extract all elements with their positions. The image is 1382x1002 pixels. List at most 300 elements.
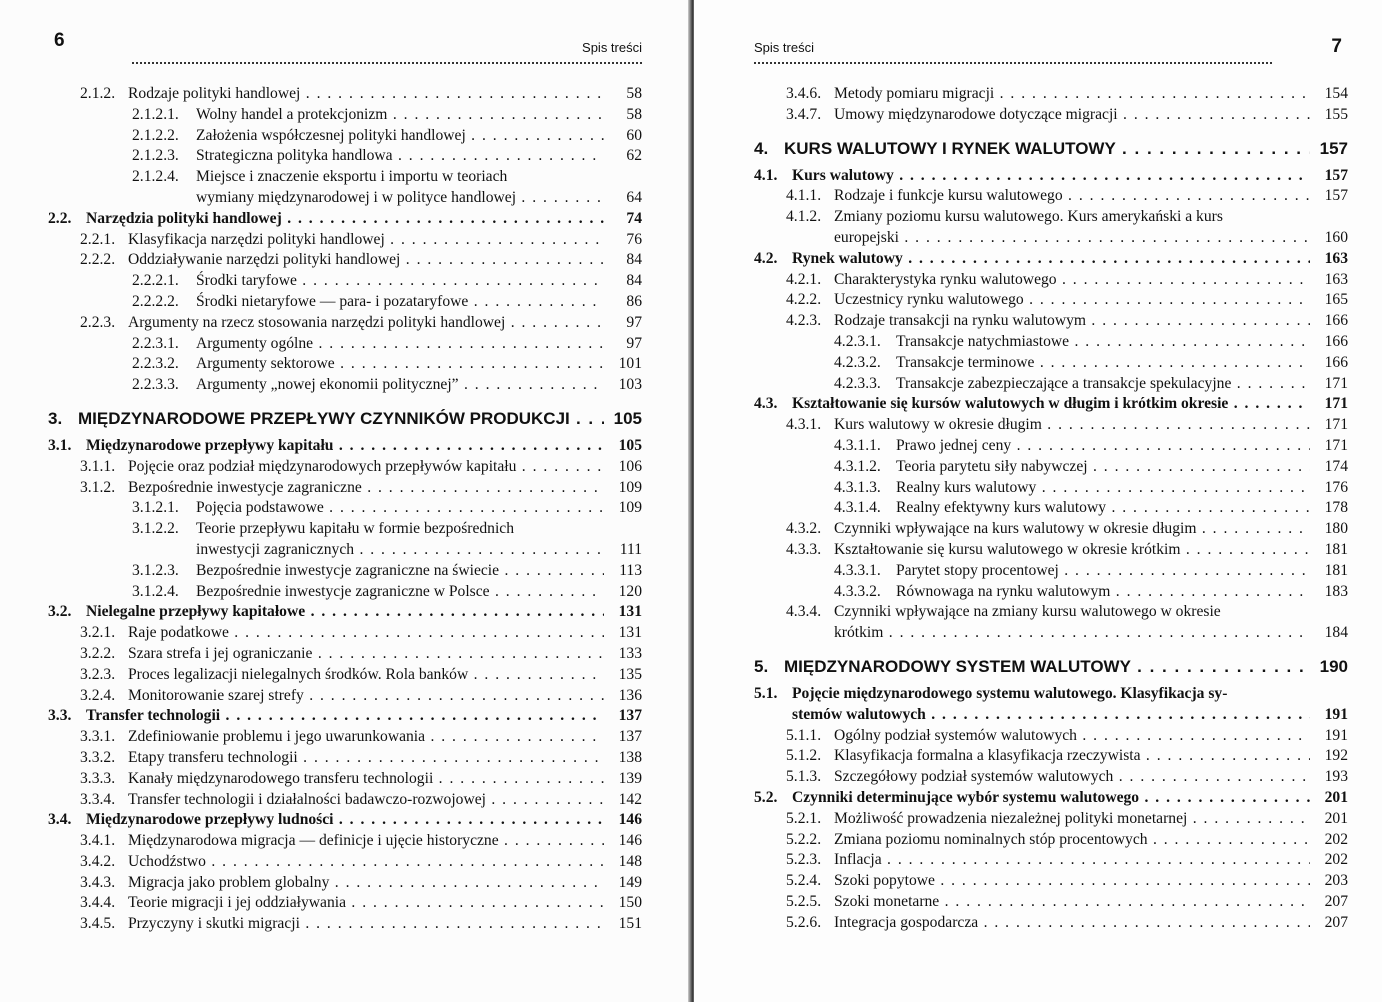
entry-number: 2.2.2.2. [132, 292, 179, 310]
entry-number: 3.2.1. [80, 624, 116, 642]
right-page [694, 0, 1382, 1002]
entry-title: Argumenty sektorowe . . . [196, 354, 604, 375]
entry-page: 101 [618, 355, 642, 373]
page-number: 7 [1331, 36, 1342, 57]
entry-title: Teorie przepływu kapitału w formie bezpośrednich [196, 520, 515, 538]
entry-number: 4. [754, 138, 769, 158]
toc-entry [48, 375, 642, 396]
entry-number: 5.2.4. [786, 872, 822, 890]
entry-title: Rodzaje transakcji na rynku walutowym . . . [834, 311, 1310, 332]
entry-number: 3.4.3. [80, 873, 116, 891]
toc-entry [754, 892, 1348, 913]
entry-number: 3.1.1. [80, 457, 116, 475]
entry-title: Szczegółowy podział systemów walutowych . . . [834, 767, 1310, 788]
entry-number: 3.2.4. [80, 686, 116, 704]
entry-number: 3.2. [48, 603, 72, 621]
toc-entry [754, 602, 1348, 623]
toc-entry [48, 519, 642, 540]
toc-entry [48, 852, 642, 873]
entry-number: 5.2.5. [786, 892, 822, 910]
entry-number: 2.2.2. [80, 251, 116, 269]
entry-number: 4.3.1.2. [834, 457, 881, 475]
entry-page: 171 [1324, 416, 1348, 434]
toc-entry [754, 830, 1348, 851]
entry-number: 2.1.2.3. [132, 147, 179, 165]
entry-number: 3.4.2. [80, 852, 116, 870]
toc-entry [754, 353, 1348, 374]
toc-entry [754, 436, 1348, 457]
entry-number: 2.2.1. [80, 230, 116, 248]
entry-title-continued: inwestycji zagranicznych . . . [196, 540, 604, 561]
entry-page: 84 [626, 272, 642, 290]
entry-page: 157 [1324, 166, 1348, 184]
entry-number: 4.1.2. [786, 208, 822, 226]
entry-title: Czynniki wpływające na kurs walutowy w okresie długim . . . [834, 519, 1310, 540]
entry-title: Proces legalizacji nielegalnych środków. Rola banków . . . [128, 665, 604, 686]
entry-number: 2.2. [48, 209, 72, 227]
toc-entry [48, 334, 642, 355]
entry-page: 86 [626, 292, 642, 310]
toc-entry [48, 250, 642, 271]
entry-page: 84 [626, 251, 642, 269]
entry-number: 4.3.1. [786, 416, 822, 434]
entry-title: Narzędzia polityki handlowej . . . [86, 209, 604, 230]
toc-entry [48, 893, 642, 914]
entry-page: 157 [1319, 138, 1348, 158]
toc-entry [48, 126, 642, 147]
entry-title-continued: stemów walutowych . . . [792, 705, 1310, 726]
entry-number: 2.2.3. [80, 313, 116, 331]
toc-entry [754, 311, 1348, 332]
toc-entry-continuation [754, 705, 1348, 726]
entry-title: Międzynarodowe przepływy ludności . . . [86, 810, 604, 831]
entry-title: Transfer technologii i działalności badawczo-rozwojowej . . . [128, 790, 604, 811]
toc-entry [754, 186, 1348, 207]
entry-number: 4.2.3.2. [834, 353, 881, 371]
toc-entry [48, 478, 642, 499]
toc-entry [754, 207, 1348, 228]
entry-page: 105 [613, 408, 642, 428]
toc-entry [48, 209, 642, 230]
entry-number: 2.2.3.2. [132, 355, 179, 373]
entry-number: 2.2.3.1. [132, 334, 179, 352]
entry-page: 113 [619, 561, 642, 579]
entry-number: 3.1.2.1. [132, 499, 179, 517]
entry-number: 4.3.2. [786, 520, 822, 538]
entry-page: 76 [626, 230, 642, 248]
entry-title-continued: wymiany międzynarodowej i w polityce handlowej . . . [196, 188, 604, 209]
toc-list [754, 84, 1348, 933]
entry-number: 5.2.3. [786, 851, 822, 869]
entry-page: 207 [1324, 892, 1348, 910]
entry-page: 160 [1324, 228, 1348, 246]
entry-number: 5.1. [754, 684, 778, 702]
entry-page: 103 [618, 376, 642, 394]
entry-title: Czynniki determinujące wybór systemu walutowego . . . [792, 788, 1310, 809]
entry-title: Środki taryfowe . . . [196, 271, 604, 292]
entry-title: Kurs walutowy . . . [792, 166, 1310, 187]
toc-entry [754, 809, 1348, 830]
entry-page: 166 [1324, 353, 1348, 371]
entry-page: 190 [1319, 656, 1348, 676]
entry-page: 151 [618, 915, 642, 933]
entry-page: 201 [1324, 809, 1348, 827]
toc-entry [48, 354, 642, 375]
entry-number: 3.3.3. [80, 769, 116, 787]
toc-entry [754, 746, 1348, 767]
entry-page: 166 [1324, 332, 1348, 350]
entry-number: 4.2.3. [786, 312, 822, 330]
dotted-rule [132, 56, 642, 64]
entry-page: 97 [626, 313, 642, 331]
toc-entry [48, 602, 642, 623]
toc-entry [48, 790, 642, 811]
entry-number: 4.2. [754, 249, 778, 267]
entry-title: Kształtowanie się kursów walutowych w długim i krótkim okresie . . . [792, 394, 1310, 415]
entry-page: 165 [1324, 291, 1348, 309]
entry-number: 5.2.2. [786, 830, 822, 848]
entry-number: 2.2.3.3. [132, 376, 179, 394]
entry-page: 139 [618, 769, 642, 787]
toc-entry [754, 478, 1348, 499]
entry-number: 3. [48, 408, 63, 428]
entry-title: Transakcje terminowe . . . [896, 353, 1310, 374]
entry-title: Nielegalne przepływy kapitałowe . . . [86, 602, 604, 623]
toc-entry [48, 498, 642, 519]
entry-title: Argumenty ogólne . . . [196, 334, 604, 355]
entry-title: Prawo jednej ceny . . . [896, 436, 1310, 457]
toc-entry [754, 540, 1348, 561]
toc-entry [48, 146, 642, 167]
entry-number: 3.4.6. [786, 85, 822, 102]
entry-title: Rodzaje i funkcje kursu walutowego . . . [834, 186, 1310, 207]
entry-title: Transakcje zabezpieczające a transakcje spekulacyjne . . . [896, 374, 1310, 395]
entry-page: 109 [618, 478, 642, 496]
toc-entry [48, 84, 642, 105]
entry-number: 2.1.2. [80, 85, 116, 102]
entry-number: 4.3. [754, 395, 778, 413]
entry-page: 111 [619, 540, 642, 558]
entry-title: Rynek walutowy . . . [792, 249, 1310, 270]
entry-page: 201 [1324, 788, 1348, 806]
entry-number: 4.3.3.1. [834, 561, 881, 579]
chapter-heading [754, 656, 1348, 678]
entry-number: 4.3.1.4. [834, 499, 881, 517]
entry-title: Transakcje natychmiastowe . . . [896, 332, 1310, 353]
entry-title: Zdefiniowanie problemu i jego uwarunkowania . . . [128, 727, 604, 748]
entry-title-continued: europejski . . . [834, 228, 1310, 249]
entry-page: 192 [1324, 747, 1348, 765]
entry-page: 146 [618, 811, 642, 829]
entry-page: 176 [1324, 478, 1348, 496]
entry-number: 2.2.2.1. [132, 272, 179, 290]
entry-title: Oddziaływanie narzędzi polityki handlowej . . . [128, 250, 604, 271]
entry-number: 3.4.5. [80, 915, 116, 933]
entry-number: 3.3.4. [80, 790, 116, 808]
entry-number: 3.3.1. [80, 728, 116, 746]
entry-page: 131 [618, 624, 642, 642]
entry-number: 2.1.2.2. [132, 126, 179, 144]
entry-page: 184 [1324, 624, 1348, 642]
entry-title: Wolny handel a protekcjonizm . . . [196, 105, 604, 126]
toc-entry [754, 290, 1348, 311]
entry-number: 4.3.1.3. [834, 478, 881, 496]
toc-entry [754, 166, 1348, 187]
toc-list [48, 84, 642, 935]
entry-page: 146 [618, 832, 642, 850]
toc-entry [48, 706, 642, 727]
entry-page: 109 [618, 499, 642, 517]
entry-number: 4.3.4. [786, 603, 822, 621]
entry-number: 4.1.1. [786, 187, 822, 205]
entry-title: Bezpośrednie inwestycje zagraniczne na świecie . . . [196, 561, 604, 582]
entry-number: 2.1.2.4. [132, 168, 179, 186]
entry-number: 3.1. [48, 436, 72, 454]
entry-page: 171 [1324, 374, 1348, 392]
toc-entry [754, 582, 1348, 603]
entry-title: Międzynarodowe przepływy kapitału . . . [86, 436, 604, 457]
entry-title: Umowy międzynarodowe dotyczące migracji . . . [834, 105, 1310, 126]
toc-entry [754, 84, 1348, 105]
entry-number: 3.2.2. [80, 644, 116, 662]
toc-entry [48, 457, 642, 478]
entry-page: 154 [1324, 85, 1348, 102]
toc-entry [48, 230, 642, 251]
entry-page: 58 [626, 85, 642, 102]
entry-title: Pojęcia podstawowe . . . [196, 498, 604, 519]
running-title: Spis treści [754, 40, 814, 55]
toc-entry [754, 726, 1348, 747]
entry-title: Kanały międzynarodowego transferu technologii . . . [128, 769, 604, 790]
entry-title: Pojęcie oraz podział międzynarodowych przepływów kapitału . . . [128, 457, 604, 478]
entry-page: 191 [1324, 726, 1348, 744]
toc-entry [48, 561, 642, 582]
entry-page: 150 [618, 894, 642, 912]
entry-title: Ogólny podział systemów walutowych . . . [834, 726, 1310, 747]
entry-title: Kształtowanie się kursu walutowego w okresie krótkim . . . [834, 540, 1310, 561]
toc-entry [754, 332, 1348, 353]
entry-page: 58 [626, 105, 642, 123]
toc-entry [48, 271, 642, 292]
entry-page: 193 [1324, 768, 1348, 786]
toc-entry [754, 415, 1348, 436]
entry-number: 3.4.4. [80, 894, 116, 912]
entry-title: Uczestnicy rynku walutowego . . . [834, 290, 1310, 311]
entry-page: 157 [1324, 187, 1348, 205]
entry-title: Przyczyny i skutki migracji . . . [128, 914, 604, 935]
entry-title: Transfer technologii . . . [86, 706, 604, 727]
entry-title: Międzynarodowa migracja — definicje i ujęcie historyczne . . . [128, 831, 604, 852]
entry-number: 5.2. [754, 788, 778, 806]
entry-page: 163 [1324, 249, 1348, 267]
entry-page: 137 [618, 728, 642, 746]
entry-number: 4.2.1. [786, 270, 822, 288]
toc-entry [754, 498, 1348, 519]
entry-title: Klasyfikacja narzędzi polityki handlowej . . . [128, 230, 604, 251]
left-page [0, 0, 690, 1002]
entry-page: 105 [618, 436, 642, 454]
entry-page: 207 [1324, 913, 1348, 931]
entry-number: 5.1.2. [786, 747, 822, 765]
entry-page: 149 [618, 873, 642, 891]
toc-entry [754, 374, 1348, 395]
toc-entry [48, 644, 642, 665]
toc-entry [48, 167, 642, 188]
entry-number: 3.1.2. [80, 478, 116, 496]
entry-number: 5.2.6. [786, 913, 822, 931]
entry-title: Inflacja . . . [834, 850, 1310, 871]
entry-title-continued: krótkim . . . [834, 623, 1310, 644]
entry-title: Środki nietaryfowe — para- i pozataryfowe . . . [196, 292, 604, 313]
entry-number: 3.1.2.2. [132, 520, 179, 538]
entry-number: 4.3.3.2. [834, 582, 881, 600]
entry-title: Klasyfikacja formalna a klasyfikacja rzeczywista . . . [834, 746, 1310, 767]
entry-number: 4.1. [754, 166, 778, 184]
page-number: 6 [54, 30, 65, 51]
entry-title: Założenia współczesnej polityki handlowej . . . [196, 126, 604, 147]
entry-number: 3.4.7. [786, 105, 822, 123]
entry-page: 148 [618, 852, 642, 870]
entry-number: 3.1.2.4. [132, 582, 179, 600]
toc-entry-continuation [48, 540, 642, 561]
entry-title: Integracja gospodarcza . . . [834, 913, 1310, 934]
chapter-heading [48, 408, 642, 430]
entry-page: 135 [618, 665, 642, 683]
entry-title: Bezpośrednie inwestycje zagraniczne . . . [128, 478, 604, 499]
entry-page: 106 [618, 457, 642, 475]
entry-title: Charakterystyka rynku walutowego . . . [834, 270, 1310, 291]
toc-entry [754, 519, 1348, 540]
running-title: Spis treści [582, 40, 642, 55]
entry-title: Parytet stopy procentowej . . . [896, 561, 1310, 582]
entry-page: 191 [1324, 705, 1348, 723]
toc-entry [48, 665, 642, 686]
entry-page: 178 [1324, 499, 1348, 517]
entry-number: 5.1.3. [786, 768, 822, 786]
entry-page: 181 [1324, 540, 1348, 558]
toc-entry [48, 686, 642, 707]
entry-title: Realny kurs walutowy . . . [896, 478, 1310, 499]
entry-page: 202 [1324, 830, 1348, 848]
entry-title: Monitorowanie szarej strefy . . . [128, 686, 604, 707]
entry-page: 133 [618, 644, 642, 662]
entry-title: Pojęcie międzynarodowego systemu walutowego. Klasyfikacja sy- [792, 684, 1228, 702]
toc-entry [754, 684, 1348, 705]
entry-page: 97 [626, 334, 642, 352]
entry-number: 3.4.1. [80, 832, 116, 850]
entry-title: Szoki monetarne . . . [834, 892, 1310, 913]
entry-number: 3.2.3. [80, 665, 116, 683]
entry-title: Możliwość prowadzenia niezależnej polityki monetarnej . . . [834, 809, 1310, 830]
entry-number: 5.2.1. [786, 809, 822, 827]
toc-entry [754, 561, 1348, 582]
entry-number: 3.1.2.3. [132, 561, 179, 579]
toc-entry [754, 394, 1348, 415]
entry-page: 203 [1324, 872, 1348, 890]
toc-entry [48, 769, 642, 790]
toc-entry [754, 270, 1348, 291]
entry-title: Uchodźstwo . . . [128, 852, 604, 873]
entry-title: MIĘDZYNARODOWY SYSTEM WALUTOWY . . . [784, 656, 1310, 678]
chapter-heading [754, 138, 1348, 160]
toc-entry [48, 748, 642, 769]
entry-page: 180 [1324, 520, 1348, 538]
entry-title: Zmiana poziomu nominalnych stóp procentowych . . . [834, 830, 1310, 851]
entry-title: Kurs walutowy w okresie długim . . . [834, 415, 1310, 436]
toc-entry [48, 582, 642, 603]
entry-page: 131 [618, 603, 642, 621]
entry-page: 174 [1324, 457, 1348, 475]
entry-title: Miejsce i znaczenie eksportu i importu w teoriach [196, 168, 508, 186]
entry-title: Etapy transferu technologii . . . [128, 748, 604, 769]
toc-entry [754, 913, 1348, 934]
entry-title: Czynniki wpływające na zmiany kursu walutowego w okresie [834, 603, 1221, 621]
entry-title: Metody pomiaru migracji . . . [834, 84, 1310, 105]
entry-title: Argumenty na rzecz stosowania narzędzi polityki handlowej . . . [128, 313, 604, 334]
entry-title: Rodzaje polityki handlowej . . . [128, 84, 604, 105]
entry-title: Migracja jako problem globalny . . . [128, 873, 604, 894]
entry-page: 166 [1324, 312, 1348, 330]
entry-page: 163 [1324, 270, 1348, 288]
entry-page: 136 [618, 686, 642, 704]
toc-entry [754, 871, 1348, 892]
entry-page: 183 [1324, 582, 1348, 600]
entry-title: Raje podatkowe . . . [128, 623, 604, 644]
entry-page: 64 [626, 188, 642, 206]
toc-entry [48, 292, 642, 313]
toc-entry [48, 623, 642, 644]
toc-entry [48, 727, 642, 748]
entry-title: Teorie migracji i jej oddziaływania . . . [128, 893, 604, 914]
entry-number: 4.2.3.1. [834, 332, 881, 350]
entry-page: 138 [618, 748, 642, 766]
toc-entry [48, 436, 642, 457]
entry-page: 62 [626, 147, 642, 165]
entry-title: Bezpośrednie inwestycje zagraniczne w Polsce . . . [196, 582, 604, 603]
entry-title: Argumenty „nowej ekonomii politycznej” . . . [196, 375, 604, 396]
left-page-header [48, 0, 642, 55]
toc-entry-continuation [48, 188, 642, 209]
toc-entry [48, 105, 642, 126]
entry-title: KURS WALUTOWY I RYNEK WALUTOWY . . . [784, 138, 1310, 160]
entry-title: Realny efektywny kurs walutowy . . . [896, 498, 1310, 519]
toc-entry [48, 873, 642, 894]
toc-entry [48, 313, 642, 334]
entry-number: 4.2.3.3. [834, 374, 881, 392]
toc-entry-continuation [754, 623, 1348, 644]
toc-entry [48, 914, 642, 935]
entry-number: 4.3.3. [786, 540, 822, 558]
toc-entry [754, 850, 1348, 871]
entry-page: 74 [626, 209, 642, 227]
entry-page: 155 [1324, 105, 1348, 123]
toc-entry [754, 457, 1348, 478]
entry-number: 4.2.2. [786, 291, 822, 309]
toc-entry [754, 788, 1348, 809]
toc-entry-continuation [754, 228, 1348, 249]
toc-entry [754, 249, 1348, 270]
entry-number: 3.3. [48, 707, 72, 725]
entry-title: Strategiczna polityka handlowa . . . [196, 146, 604, 167]
entry-page: 60 [626, 126, 642, 144]
entry-page: 171 [1324, 395, 1348, 413]
entry-page: 137 [618, 707, 642, 725]
entry-title: Równowaga na rynku walutowym . . . [896, 582, 1310, 603]
entry-title: MIĘDZYNARODOWE PRZEPŁYWY CZYNNIKÓW PRODUKCJI . . . [78, 408, 604, 430]
toc-entry [48, 810, 642, 831]
entry-page: 142 [618, 790, 642, 808]
entry-number: 5.1.1. [786, 726, 822, 744]
